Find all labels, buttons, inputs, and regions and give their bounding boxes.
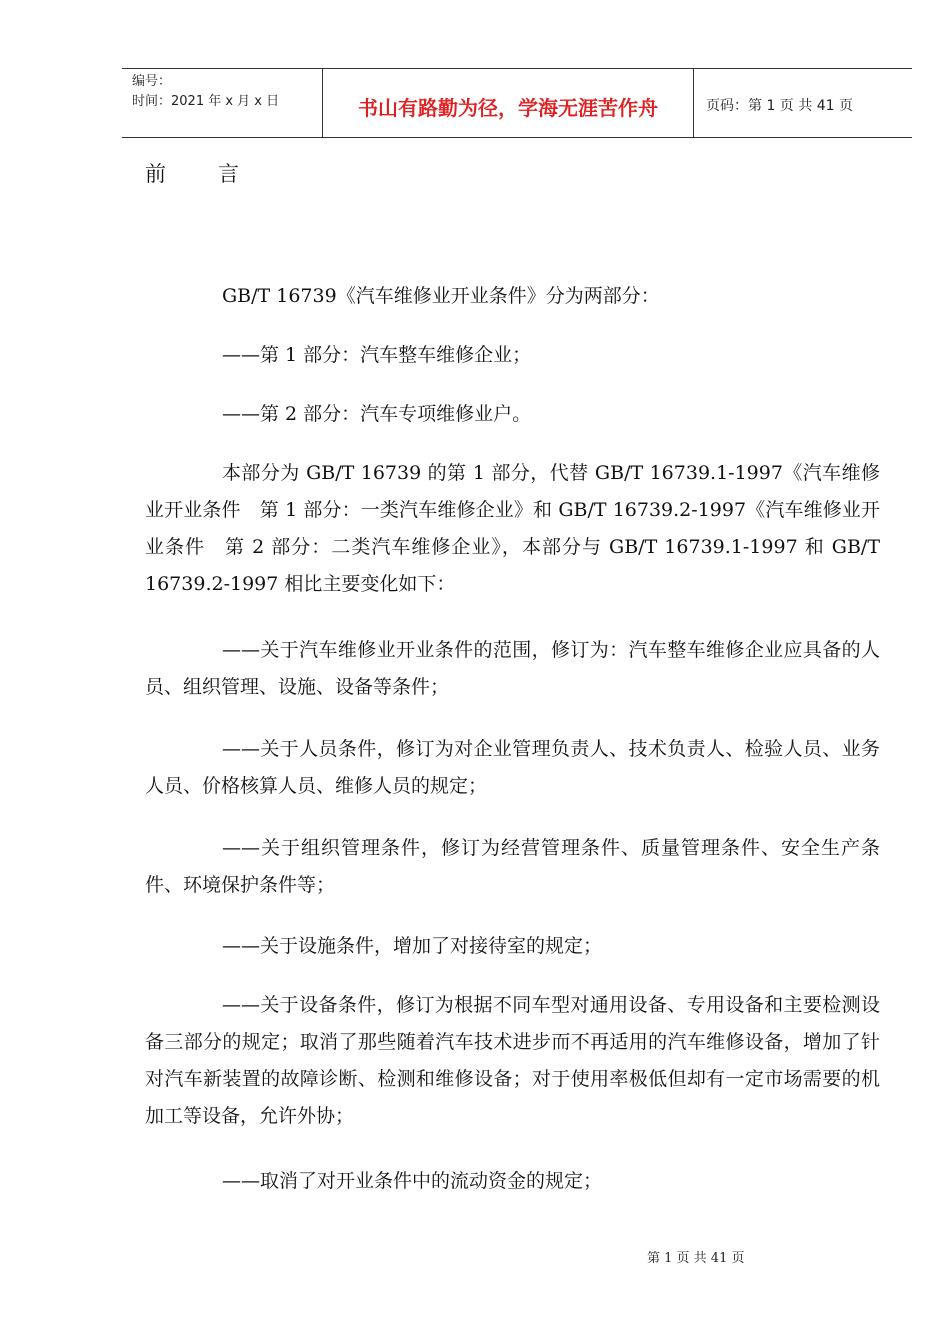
paragraph-8: ——关于设施条件，增加了对接待室的规定；: [222, 935, 603, 957]
paragraph-9: ——关于设备条件，修订为根据不同车型对通用设备、专用设备和主要检测设备三部分的规定；取消了那些随着汽车技术进步而不再适用的汽车维修设备，增加了针对汽车新装置的故障诊断、检测和维修设备；对于使用率极低但却有一定市场需要的机加工等设备，允许外协；: [145, 994, 880, 1127]
paragraph-5: ——关于汽车维修业开业条件的范围，修订为：汽车整车维修企业应具备的人员、组织管理、设施、设备等条件；: [145, 639, 880, 698]
heading-char-1: 前: [145, 162, 166, 186]
section-heading: [145, 158, 291, 188]
header-page-cell: [694, 69, 912, 137]
paragraph-7: ——关于组织管理条件，修订为经营管理条件、质量管理条件、安全生产条件、环境保护条件等；: [145, 837, 880, 896]
header-meta-cell: [122, 69, 323, 137]
heading-char-2: 言: [218, 162, 239, 186]
paragraph-6: ——关于人员条件，修订为对企业管理负责人、技术负责人、检验人员、业务人员、价格核算人员、维修人员的规定；: [145, 738, 880, 797]
number-label: 编号：: [132, 74, 172, 89]
motto-text: 书山有路勤为径，学海无涯苦作舟: [358, 96, 658, 120]
header-motto-cell: [323, 69, 694, 137]
paragraph-2: ——第 1 部分：汽车整车维修企业；: [222, 344, 532, 366]
page-info: 页码：第 1 页 共 41 页: [706, 98, 853, 114]
document-header: [122, 68, 912, 138]
paragraph-3: ——第 2 部分：汽车专项维修业户。: [222, 403, 532, 425]
page-footer: 第 1 页 共 41 页: [647, 1251, 745, 1266]
paragraph-10: ——取消了对开业条件中的流动资金的规定；: [222, 1170, 603, 1192]
paragraph-1: GB/T 16739《汽车维修业开业条件》分为两部分：: [222, 285, 660, 307]
time-label: 时间：2021 年 x 月 x 日: [132, 94, 280, 109]
paragraph-4: 本部分为 GB/T 16739 的第 1 部分，代替 GB/T 16739.1-1997《汽车维修业开业条件 第 1 部分：一类汽车维修企业》和 GB/T 16739.2-1997《汽车维修业开业条件 第 2 部分：二类汽车维修企业》，本部分与 GB/T 16739.1-1997 和 GB/T 16739.2-1997 相比主要变化如下：: [145, 462, 880, 595]
